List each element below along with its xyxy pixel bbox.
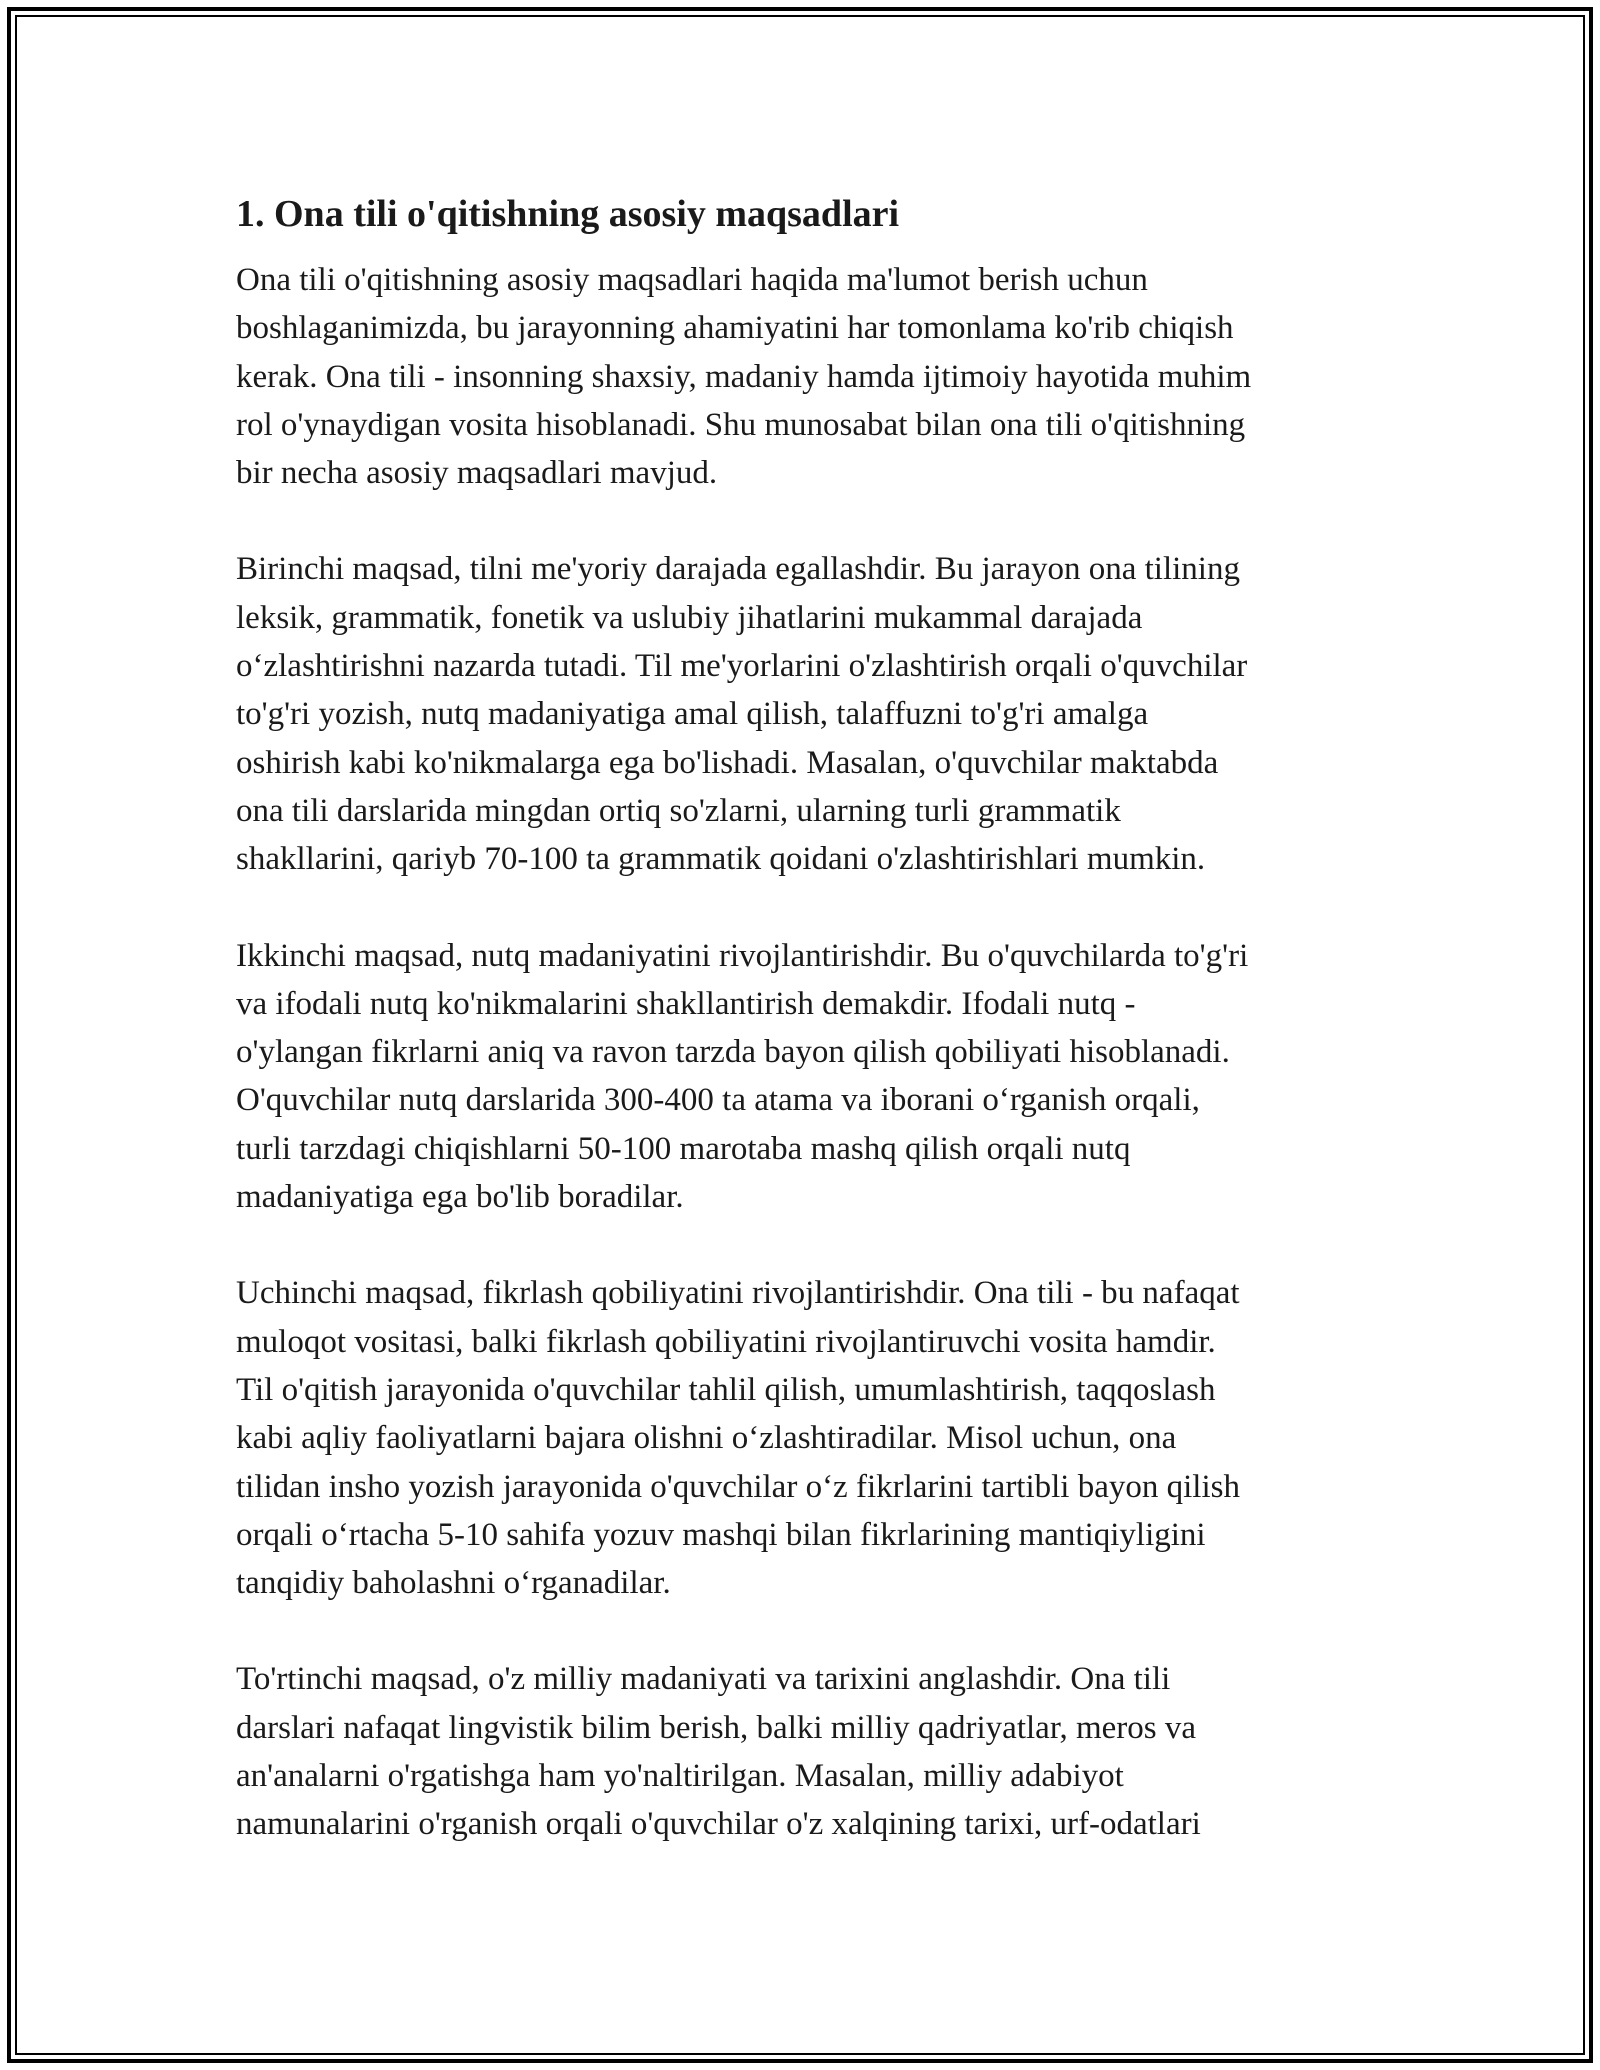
text-line: orqali o‘rtacha 5-10 sahifa yozuv mashqi bilan fikrlarining mantiqiyligini (236, 1516, 1206, 1553)
section-title: 1. Ona tili o'qitishning asosiy maqsadlari (236, 193, 900, 235)
text-line: Ikkinchi maqsad, nutq madaniyatini rivojlantirishdir. Bu o'quvchilarda to'g'ri (236, 937, 1249, 974)
text-line: namunalarini o'rganish orqali o'quvchilar o'z xalqining tarixi, urf-odatlari (236, 1806, 1201, 1843)
paragraph-second-goal (236, 932, 1386, 1222)
paragraph-third-goal (236, 1269, 1386, 1607)
text-line: ona tili darslarida mingdan ortiq so'zlarni, ularning turli grammatik (236, 792, 1121, 829)
text-line: kabi aqliy faoliyatlarni bajara olishni o‘zlashtiradilar. Misol uchun, ona (236, 1420, 1177, 1457)
text-line: madaniyatiga ega bo'lib boradilar. (236, 1179, 684, 1216)
text-line: o'ylangan fikrlarni aniq va ravon tarzda bayon qilish qobiliyati hisoblanadi. (236, 1034, 1230, 1071)
text-line: boshlaganimizda, bu jarayonning ahamiyatini har tomonlama ko'rib chiqish (236, 310, 1234, 347)
text-line: oshirish kabi ko'nikmalarga ega bo'lishadi. Masalan, o'quvchilar maktabda (236, 744, 1219, 781)
text-line: O'quvchilar nutq darslarida 300-400 ta atama va iborani o‘rganish orqali, (236, 1082, 1200, 1119)
text-line: tanqidiy baholashni o‘rganadilar. (236, 1565, 671, 1602)
text-line: va ifodali nutq ko'nikmalarini shakllantirish demakdir. Ifodali nutq - (236, 985, 1136, 1022)
text-line: to'g'ri yozish, nutq madaniyatiga amal qilish, talaffuzni to'g'ri amalga (236, 696, 1149, 733)
paragraph-first-goal (236, 545, 1386, 883)
text-line: To'rtinchi maqsad, o'z milliy madaniyati va tarixini anglashdir. Ona tili (236, 1661, 1171, 1698)
text-line: Ona tili o'qitishning asosiy maqsadlari haqida ma'lumot berish uchun (236, 262, 1148, 298)
text-line: turli tarzdagi chiqishlarni 50-100 marotaba mashq qilish orqali nutq (236, 1130, 1131, 1167)
text-line: leksik, grammatik, fonetik va uslubiy jihatlarini mukammal darajada (236, 599, 1143, 636)
text-line: shakllarini, qariyb 70-100 ta grammatik qoidani o'zlashtirishlari mumkin. (236, 841, 1206, 878)
text-line: o‘zlashtirishni nazarda tutadi. Til me'yorlarini o'zlashtirish orqali o'quvchilar (236, 648, 1248, 685)
text-line: kerak. Ona tili - insonning shaxsiy, madaniy hamda ijtimoiy hayotida muhim (236, 358, 1252, 395)
text-line: bir necha asosiy maqsadlari mavjud. (236, 455, 718, 492)
text-line: Til o'qitish jarayonida o'quvchilar tahlil qilish, umumlashtirish, taqqoslash (236, 1371, 1216, 1408)
text-line: darslari nafaqat lingvistik bilim berish, balki milliy qadriyatlar, meros va (236, 1709, 1197, 1746)
text-line: an'analarni o'rgatishga ham yo'naltirilgan. Masalan, milliy adabiyot (236, 1758, 1124, 1795)
paragraph-fourth-goal (236, 1655, 1386, 1848)
text-line: muloqot vositasi, balki fikrlash qobiliyatini rivojlantiruvchi vosita hamdir. (236, 1323, 1216, 1360)
document-page (236, 186, 1386, 1897)
text-line: rol o'ynaydigan vosita hisoblanadi. Shu munosabat bilan ona tili o'qitishning (236, 406, 1246, 443)
text-line: Uchinchi maqsad, fikrlash qobiliyatini rivojlantirishdir. Ona tili - bu nafaqat (236, 1275, 1240, 1312)
paragraph-intro (236, 256, 1386, 497)
text-line: Birinchi maqsad, tilni me'yoriy darajada egallashdir. Bu jarayon ona tilining (236, 551, 1240, 588)
text-line: tilidan insho yozish jarayonida o'quvchilar o‘z fikrlarini tartibli bayon qilish (236, 1468, 1240, 1505)
